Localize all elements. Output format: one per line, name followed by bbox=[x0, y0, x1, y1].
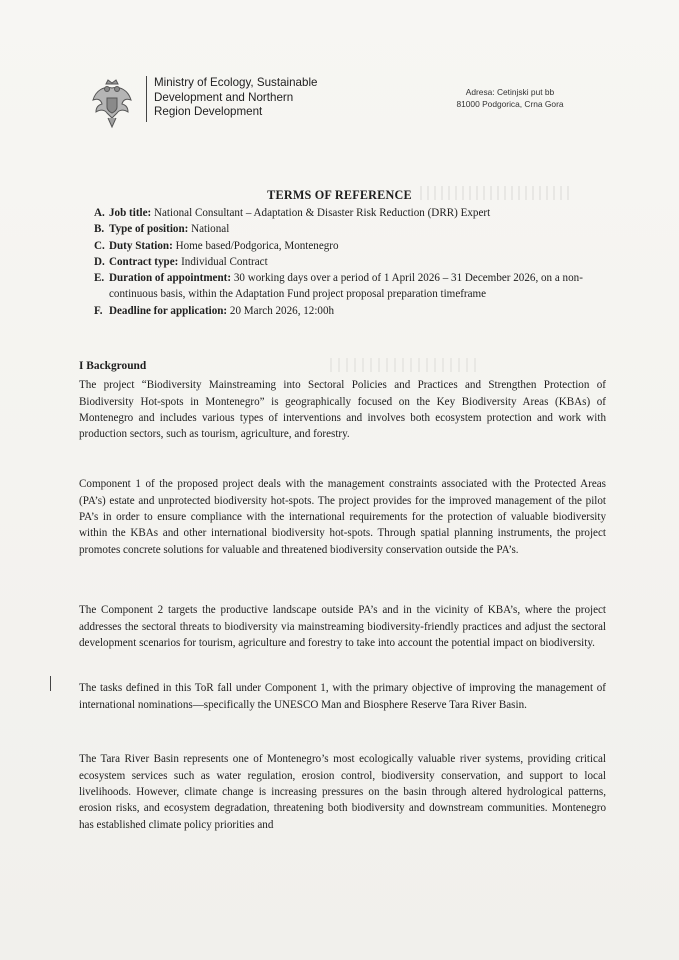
term-label: Deadline for application: bbox=[109, 304, 228, 317]
document-title: TERMS OF REFERENCE bbox=[267, 188, 412, 202]
term-item bbox=[94, 205, 614, 221]
address-line: 81000 Podgorica, Crna Gora bbox=[456, 99, 564, 109]
term-value: 30 working days over a period of 1 April 2026 – 31 December 2026, on a non-continuous basis, within the Adaptation Fund project proposal preparation timeframe bbox=[109, 272, 583, 301]
term-label: Job title: bbox=[109, 207, 152, 219]
term-item bbox=[94, 270, 614, 303]
section-heading: I Background bbox=[79, 360, 147, 372]
term-letter: E. bbox=[94, 272, 105, 285]
ministry-line: Development and Northern bbox=[154, 90, 294, 104]
scan-artifact bbox=[330, 358, 480, 372]
margin-mark bbox=[50, 676, 51, 691]
term-value: Home based/Podgorica, Montenegro bbox=[172, 239, 339, 252]
term-label: Contract type: bbox=[109, 255, 179, 268]
term-item bbox=[94, 254, 614, 270]
paragraph: The project “Biodiversity Mainstreaming into Sectoral Policies and Practices and Strengthen Protection of Biodiversity Hot-spots in Montenegro” is geographically focused on the Key Biodiversity Areas (KBAs) of Montenegro and includes various types of interventions and involves both ecosystem protection and work with production sectors, such as tourism, agriculture, and forestry. bbox=[79, 379, 606, 441]
term-value: 20 March 2026, 12:00h bbox=[227, 304, 335, 317]
ministry-line: Ministry of Ecology, Sustainable bbox=[154, 76, 318, 89]
ministry-name bbox=[154, 76, 354, 120]
montenegro-coat-of-arms-icon bbox=[90, 78, 134, 130]
paragraph: The Tara River Basin represents one of Montenegro’s most ecologically valuable river systems, providing critical ecosystem services such as water regulation, erosion control, biodiversity conservation, and support to local livelihoods. However, climate change is increasing pressures on the basin through altered hydrological patterns, erosion risks, and ecosystem degradation, threatening both biodiversity and downstream communities. Montenegro has established climate policy priorities and bbox=[79, 753, 606, 831]
paragraph: The Component 2 targets the productive landscape outside PA’s and in the vicinity of KBA’s, where the project addresses the sectoral threats to biodiversity via mainstreaming biodiversity-friendly practices and adjust the sectoral development scenarios for tourism, agriculture and forestry to take into account the potential impact on biodiversity. bbox=[79, 604, 606, 649]
term-value: National bbox=[188, 223, 230, 236]
term-item bbox=[94, 221, 614, 237]
term-letter: F. bbox=[94, 304, 103, 317]
term-item bbox=[94, 238, 614, 254]
address-block bbox=[420, 86, 600, 110]
term-label: Duration of appointment: bbox=[109, 272, 232, 285]
ministry-line: Region Development bbox=[154, 105, 263, 118]
terms-list bbox=[94, 205, 614, 319]
term-letter: C. bbox=[94, 239, 105, 252]
address-line: Adresa: Cetinjski put bb bbox=[465, 87, 555, 97]
term-value: National Consultant – Adaptation & Disaster Risk Reduction (DRR) Expert bbox=[151, 207, 491, 219]
term-value: Individual Contract bbox=[178, 255, 268, 268]
term-item bbox=[94, 303, 614, 319]
paragraph: The tasks defined in this ToR fall under Component 1, with the primary objective of improving the management of international nominations—specifically the UNESCO Man and Biosphere Reserve Tara River Basin. bbox=[79, 682, 606, 711]
term-letter: B. bbox=[94, 223, 105, 236]
term-letter: A. bbox=[94, 207, 105, 219]
term-label: Duty Station: bbox=[109, 239, 173, 252]
header-divider bbox=[146, 76, 147, 122]
paragraph: Component 1 of the proposed project deals with the management constraints associated with the Protected Areas (PA’s) estate and unprotected biodiversity hot-spots. The project provides for the improved management of the pilot PA’s in order to ensure compliance with the international requirements for the protection of valuable biodiversity within the KBAs and other international biodiversity hot-spots. Through spatial planning instruments, the project promotes concrete solutions for valuable and threatened biodiversity conservation outside the PA’s. bbox=[79, 478, 606, 556]
term-letter: D. bbox=[94, 255, 105, 268]
term-label: Type of position: bbox=[109, 223, 189, 236]
